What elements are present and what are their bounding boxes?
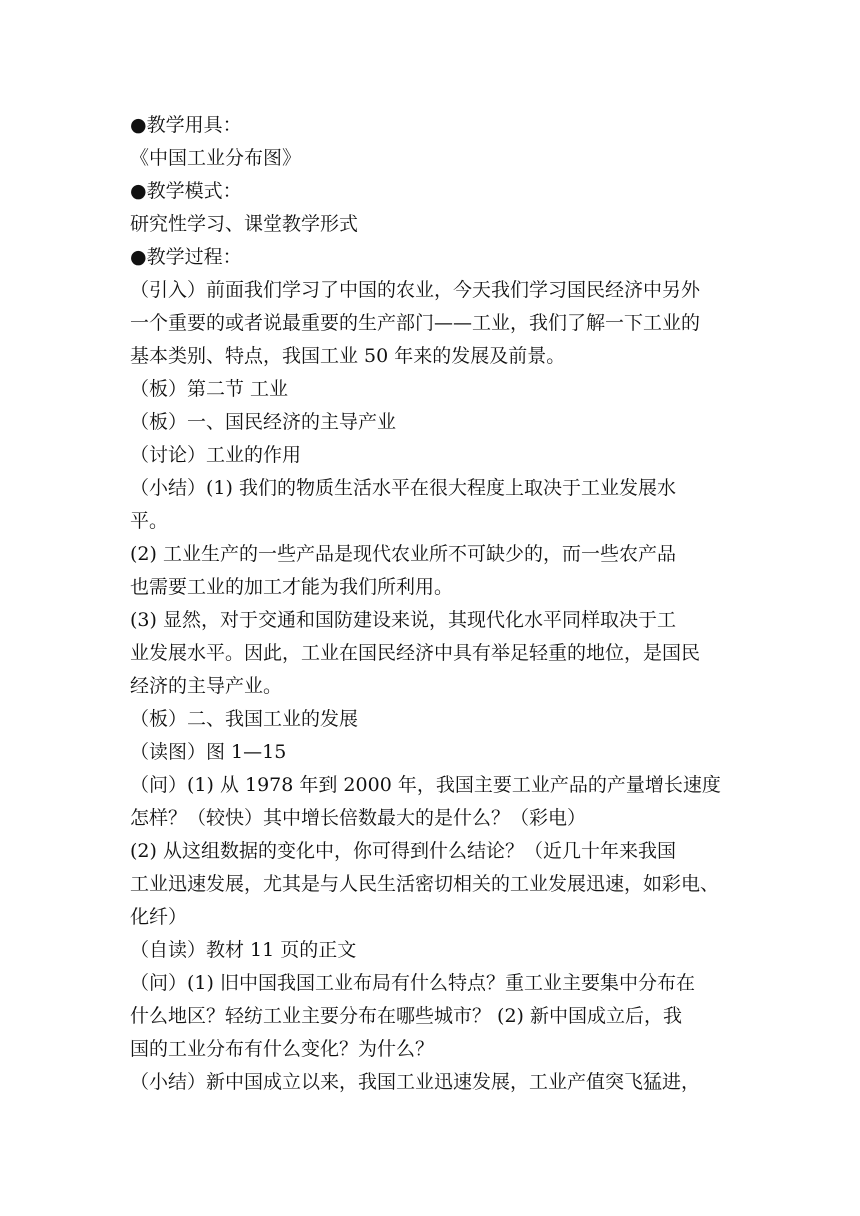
document-body xyxy=(130,109,736,1099)
text-line: 工业迅速发展，尤其是与人民生活密切相关的工业发展迅速，如彩电、 xyxy=(130,873,720,895)
text-line: （问）(1) 从 1978 年到 2000 年，我国主要工业产品的产量增长速度 xyxy=(130,774,721,796)
text-line: （读图）图 1—15 xyxy=(130,741,287,763)
text-line: (3) 显然，对于交通和国防建设来说，其现代化水平同样取决于工 xyxy=(130,609,676,631)
heading-teaching-tools: ●教学用具： xyxy=(130,114,242,136)
text-line: （小结）(1) 我们的物质生活水平在很大程度上取决于工业发展水 xyxy=(130,477,676,499)
text-line: 平。 xyxy=(130,510,169,532)
text-line: （小结）新中国成立以来，我国工业迅速发展，工业产值突飞猛进， xyxy=(130,1071,701,1093)
text-line: （自读）教材 11 页的正文 xyxy=(130,939,357,961)
heading-teaching-process: ●教学过程： xyxy=(130,246,242,268)
text-line: 国的工业分布有什么变化？为什么？ xyxy=(130,1038,435,1060)
heading-teaching-mode: ●教学模式： xyxy=(130,180,242,202)
text-line: （讨论）工业的作用 xyxy=(130,444,302,466)
text-line: 业发展水平。因此，工业在国民经济中具有举足轻重的地位，是国民 xyxy=(130,642,701,664)
text-line: （引入）前面我们学习了中国的农业，今天我们学习国民经济中另外 xyxy=(130,279,701,301)
text-line: （板）二、我国工业的发展 xyxy=(130,708,359,730)
text-line: 基本类别、特点，我国工业 50 年来的发展及前景。 xyxy=(130,345,566,367)
text-line: 经济的主导产业。 xyxy=(130,675,283,697)
text-line: 化纤） xyxy=(130,906,188,928)
text-line: 《中国工业分布图》 xyxy=(130,147,302,169)
text-line: （问）(1) 旧中国我国工业布局有什么特点？重工业主要集中分布在 xyxy=(130,972,695,994)
text-line: 一个重要的或者说最重要的生产部门——工业，我们了解一下工业的 xyxy=(130,312,701,334)
text-line: 怎样？（较快）其中增长倍数最大的是什么？（彩电） xyxy=(130,807,587,829)
text-line: 也需要工业的加工才能为我们所利用。 xyxy=(130,576,454,598)
text-line: (2) 工业生产的一些产品是现代农业所不可缺少的，而一些农产品 xyxy=(130,543,676,565)
text-line: 研究性学习、课堂教学形式 xyxy=(130,213,359,235)
text-line: 什么地区？轻纺工业主要分布在哪些城市？ (2) 新中国成立后，我 xyxy=(130,1005,682,1027)
text-line: (2) 从这组数据的变化中，你可得到什么结论？（近几十年来我国 xyxy=(130,840,676,862)
text-line: （板）第二节 工业 xyxy=(130,378,289,400)
text-line: （板）一、国民经济的主导产业 xyxy=(130,411,397,433)
